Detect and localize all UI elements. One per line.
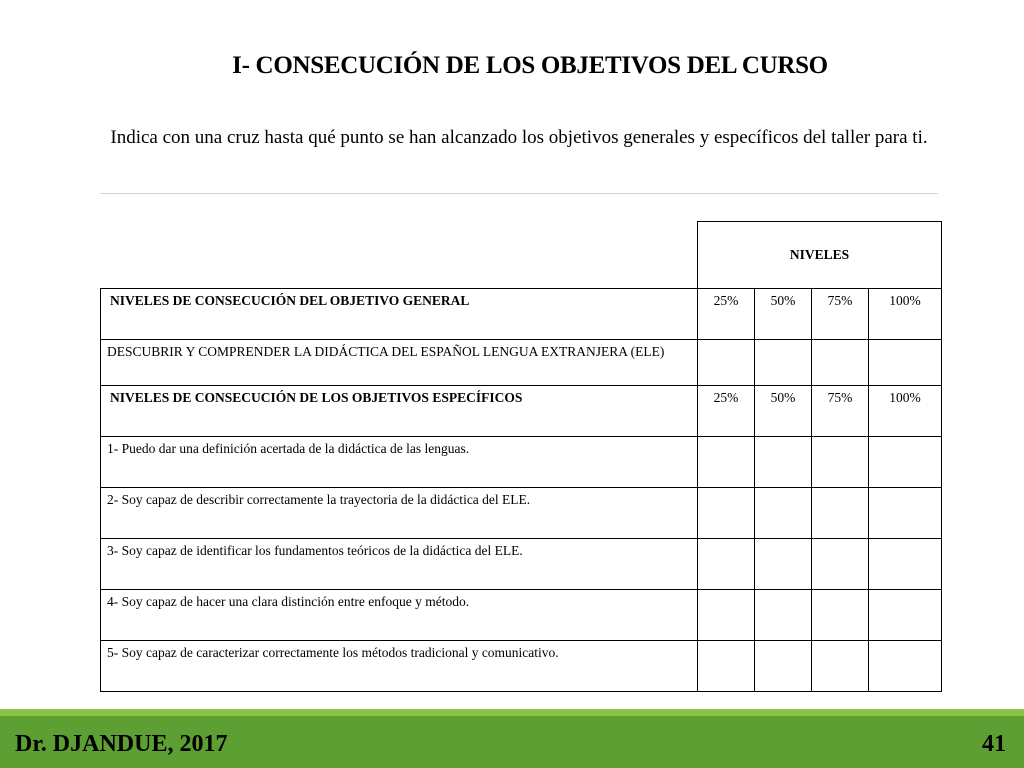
- general-objective: DESCUBRIR Y COMPRENDER LA DIDÁCTICA DEL ESPAÑOL LENGUA EXTRANJERA (ELE): [101, 340, 698, 386]
- levels-header-row: [101, 222, 942, 289]
- checkbox-50[interactable]: [755, 641, 812, 692]
- checkbox-75[interactable]: [812, 437, 869, 488]
- checkbox-100[interactable]: [869, 488, 942, 539]
- checkbox-100[interactable]: [869, 590, 942, 641]
- empty-corner: [101, 222, 698, 289]
- table-row: [101, 437, 942, 488]
- checkbox-75[interactable]: [812, 641, 869, 692]
- general-header-row: [101, 289, 942, 340]
- level-50: 50%: [755, 289, 812, 340]
- specific-objective: 4- Soy capaz de hacer una clara distinción entre enfoque y método.: [101, 590, 698, 641]
- checkbox-50[interactable]: [755, 539, 812, 590]
- specific-section-label: NIVELES DE CONSECUCIÓN DE LOS OBJETIVOS ESPECÍFICOS: [101, 386, 698, 437]
- checkbox-100[interactable]: [869, 437, 942, 488]
- level-100: 100%: [869, 386, 942, 437]
- checkbox-100[interactable]: [869, 539, 942, 590]
- checkbox-25[interactable]: [698, 539, 755, 590]
- table-row: [101, 488, 942, 539]
- checkbox-100[interactable]: [869, 641, 942, 692]
- slide-subtitle: Indica con una cruz hasta qué punto se han alcanzado los objetivos generales y específicos del taller para ti.: [110, 127, 928, 148]
- checkbox-25[interactable]: [698, 340, 755, 386]
- page-number: 41: [982, 731, 1006, 757]
- checkbox-75[interactable]: [812, 340, 869, 386]
- specific-objective: 3- Soy capaz de identificar los fundamentos teóricos de la didáctica del ELE.: [101, 539, 698, 590]
- level-75: 75%: [812, 386, 869, 437]
- slide-title: I- CONSECUCIÓN DE LOS OBJETIVOS DEL CURSO: [232, 52, 828, 79]
- levels-header: NIVELES: [698, 222, 942, 289]
- checkbox-25[interactable]: [698, 590, 755, 641]
- checkbox-50[interactable]: [755, 488, 812, 539]
- level-75: 75%: [812, 289, 869, 340]
- checkbox-25[interactable]: [698, 437, 755, 488]
- table-row: [101, 641, 942, 692]
- specific-objective: 2- Soy capaz de describir correctamente la trayectoria de la didáctica del ELE.: [101, 488, 698, 539]
- divider: [100, 193, 938, 194]
- general-objective-row: [101, 340, 942, 386]
- specific-objective: 5- Soy capaz de caracterizar correctamente los métodos tradicional y comunicativo.: [101, 641, 698, 692]
- level-100: 100%: [869, 289, 942, 340]
- checkbox-75[interactable]: [812, 488, 869, 539]
- level-50: 50%: [755, 386, 812, 437]
- objectives-table: [100, 221, 942, 692]
- checkbox-75[interactable]: [812, 590, 869, 641]
- footer-stripe: [0, 709, 1024, 716]
- level-25: 25%: [698, 386, 755, 437]
- general-section-label: NIVELES DE CONSECUCIÓN DEL OBJETIVO GENERAL: [101, 289, 698, 340]
- level-25: 25%: [698, 289, 755, 340]
- footer-author: Dr. DJANDUE, 2017: [15, 731, 228, 757]
- checkbox-75[interactable]: [812, 539, 869, 590]
- checkbox-50[interactable]: [755, 437, 812, 488]
- checkbox-25[interactable]: [698, 488, 755, 539]
- specific-objective: 1- Puedo dar una definición acertada de la didáctica de las lenguas.: [101, 437, 698, 488]
- checkbox-25[interactable]: [698, 641, 755, 692]
- table-row: [101, 590, 942, 641]
- table-row: [101, 539, 942, 590]
- checkbox-50[interactable]: [755, 340, 812, 386]
- specific-header-row: [101, 386, 942, 437]
- checkbox-100[interactable]: [869, 340, 942, 386]
- checkbox-50[interactable]: [755, 590, 812, 641]
